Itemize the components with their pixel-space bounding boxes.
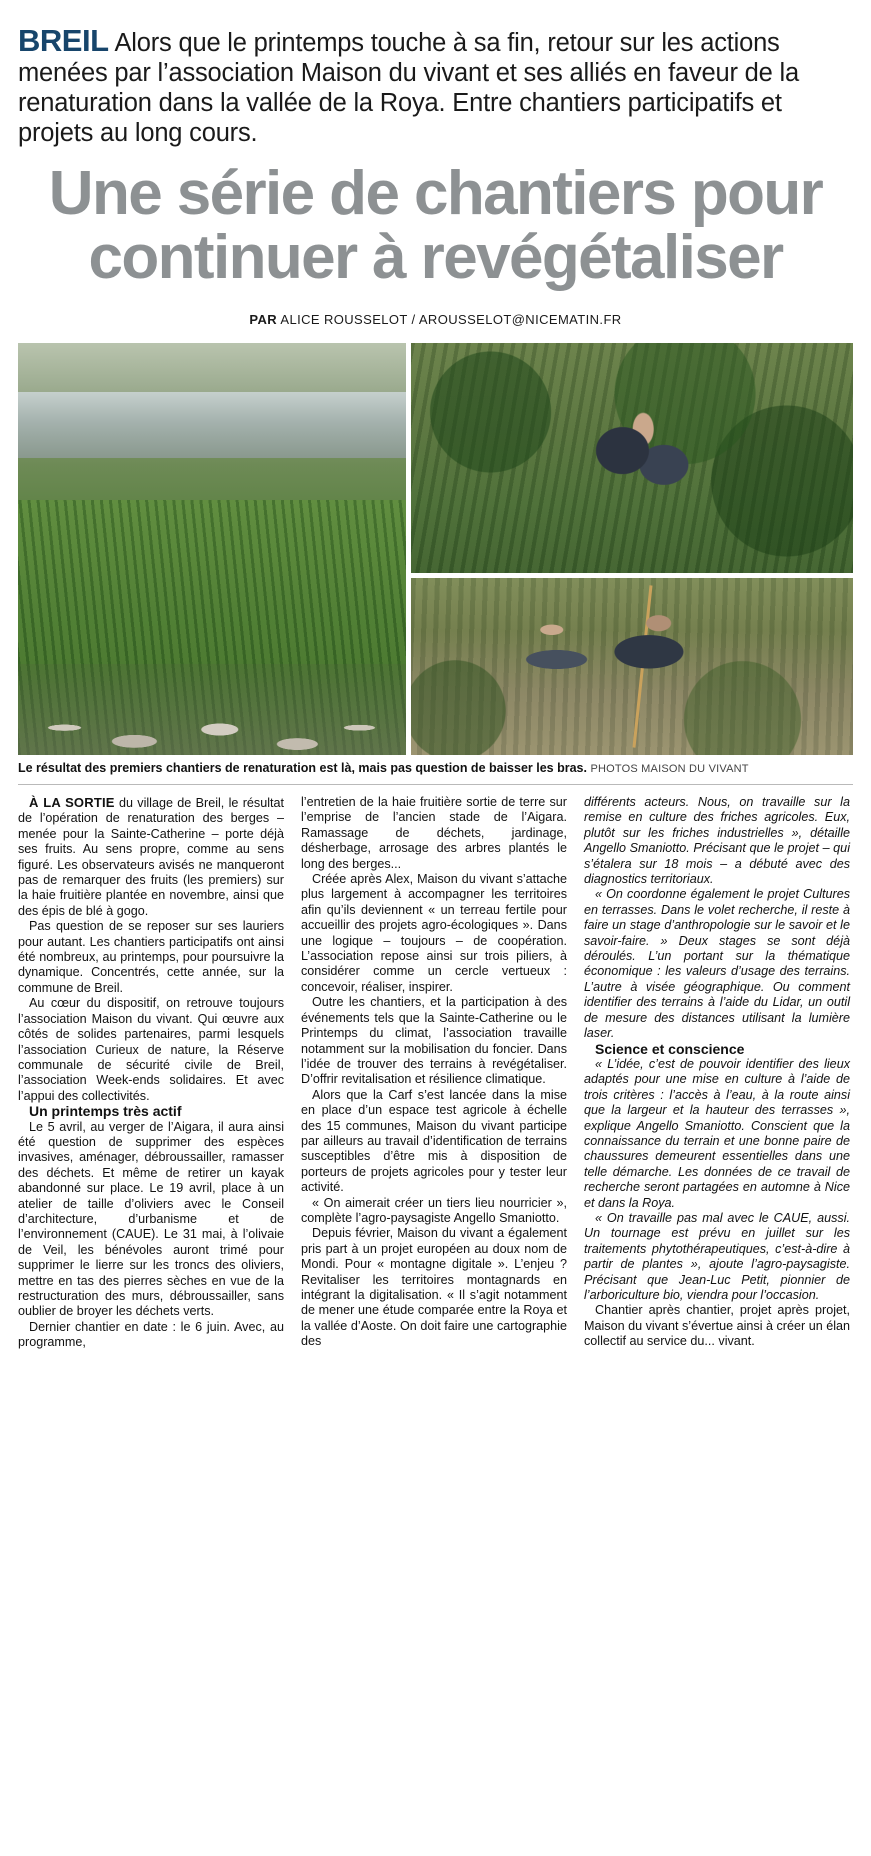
paragraph: Outre les chantiers, et la participation à des événements tels que la Sainte-Catherine ou le Printemps du climat, l’association travaille notamment sur la mobilisation du foncier. Dans l’idée de trouver des terrains à revégétaliser. D’offrir revitalisation et résilience climatique.	[301, 995, 567, 1087]
paragraph: « On coordonne également le projet Cultures en terrasses. Dans le volet recherche, il reste à faire un stage d’anthropologie sur le savoir et le savoir-faire. » Deux stages se sont déjà déroulés. L’un portant sur la thématique économique : les valeurs d’usage des terrains. L’autre à visée géographique. Ou comment identifier des terrains à l’aide du Lidar, un outil de mesure des distances utilisant la lumière laser.	[584, 887, 850, 1041]
photo-layer-people	[588, 403, 703, 523]
newspaper-article-page	[0, 23, 871, 1856]
page-title	[14, 159, 857, 292]
paragraph: « On travaille pas mal avec le CAUE, aussi. Un tournage est prévu en juillet sur les traitements phytothérapeutiques, c’est-à-dire à partir de plantes », ajoute l’agro-paysagiste. Précisant que Jean-Luc Petit, pionnier de l’arboriculture bio, viendra pour l’occasion.	[584, 1210, 850, 1302]
paragraph: Au cœur du dispositif, on retrouve toujours l’association Maison du vivant. Qui œuvre aux côtés de solides partenaires, parmi lesquels l’association Curieux de nature, la Réserve communale de sécurité civile de Breil, l’association Week-ends solidaires. Et avec l’appui des collectivités.	[18, 996, 284, 1103]
paragraph-text: du village de Breil, le résultat de l’opération de renaturation des berges – menée pour la Sainte-Catherine – porte déjà ses fruits. Au sens propre, comme au sens figuré. Les observateurs avisés ne manqueront pas de remarquer des fruits (les premiers) sur la haie fruitière plantée en novembre, ainsi que des épis de blé à gogo.	[18, 796, 284, 918]
paragraph: Depuis février, Maison du vivant a également pris part à un projet européen au doux nom de Mondi. Pour « montagne digitale ». L’enjeu ? Revitaliser les territoires montagnards en intégrant la digitalisation. « Il s’agit notamment de mener une étude comparée entre la Roya et la vallée d’Aoste. On doit faire une cartographie des	[301, 1226, 567, 1349]
article-body	[18, 795, 853, 1351]
lead-in-label: À LA SORTIE	[29, 795, 115, 810]
section-subhead: Un printemps très actif	[29, 1103, 182, 1120]
byline-author: ALICE ROUSSELOT / AROUSSELOT@NICEMATIN.FR	[280, 312, 622, 327]
photo-caption	[18, 761, 853, 777]
kicker-location: BREIL	[18, 23, 109, 58]
paragraph: Chantier après chantier, projet après projet, Maison du vivant s’évertue ainsi à créer un élan collectif au service du... vivant.	[584, 1303, 851, 1349]
byline-label: PAR	[249, 312, 278, 327]
byline	[0, 312, 871, 327]
photo-layer-river	[18, 392, 406, 458]
photo-volunteers-planting	[411, 578, 853, 755]
standfirst-text: Alors que le printemps touche à sa fin, retour sur les actions menées par l’association Maison du vivant et ses alliés en faveur de la renaturation dans la vallée de la Roya. Entre chantiers participatifs et projets au long cours.	[18, 29, 799, 147]
photo-layer-stones	[18, 664, 406, 755]
standfirst	[18, 23, 853, 148]
paragraph	[18, 795, 284, 919]
photo-volunteers-hillside	[411, 343, 853, 573]
paragraph: différents acteurs. Nous, on travaille sur la remise en culture des friches agricoles. Eux, plutôt sur les friches industrielles », détaille Angello Smaniotto. Précisant que le projet – qui s’étalera sur 18 mois – a débuté avec des diagnostics territoriaux.	[584, 795, 850, 887]
article-column-3	[584, 795, 850, 1351]
headline-line-1: Une série de chantiers pour	[48, 159, 823, 228]
article-column-1	[18, 795, 284, 1351]
section-subhead: Science et conscience	[595, 1040, 745, 1057]
paragraph: Le 5 avril, au verger de l’Aigara, il aura ainsi été question de supprimer des espèces invasives, aménager, débroussailler, ramasser des déchets. Et même de retirer un kayak abandonné sur place. Le 19 avril, place à un atelier de taille d’oliviers avec le Conseil d’architecture, d’urbanisme et de l’environnement (CAUE). Le 31 mai, à l’olivaie de Veil, les bénévoles auront trimé pour supprimer le lierre sur les troncs des oliviers, mettre en tas des pierres sèches en vue de la restructuration des murs, débroussailler, sans oublier de broyer les déchets verts.	[18, 1119, 284, 1319]
photo-layer-people	[508, 610, 751, 720]
paragraph: « On aimerait créer un tiers lieu nourricier », complète l’agro-paysagiste Angello Smaniotto.	[301, 1195, 567, 1225]
paragraph: l’entretien de la haie fruitière sortie de terre sur l’emprise de l’ancien stade de l’Aigara. Ramassage de déchets, jardinage, désherbage, arrosage des arbres plantés le long des berges...	[301, 795, 567, 871]
photo-riverbank-vegetation	[18, 343, 406, 755]
paragraph: Dernier chantier en date : le 6 juin. Avec, au programme,	[18, 1319, 284, 1350]
article-column-2	[301, 795, 567, 1351]
caption-divider	[18, 784, 853, 785]
paragraph: Créée après Alex, Maison du vivant s’attache plus largement à accompagner les territoires afin qu’ils deviennent « un terreau fertile pour accueillir des projets agro-écologiques ». Dans une logique – toujours – de coopération. L’association repose ainsi sur trois piliers, à considérer comme un cercle vertueux : concevoir, réaliser, inspirer.	[301, 872, 567, 994]
paragraph: Alors que la Carf s’est lancée dans la mise en place d’un espace test agricole à échelle des 15 communes, Maison du vivant participe par ailleurs au travail d’identification de terrains susceptibles d’être mis à disposition de porteurs de projets agricoles pour y tester leur activité.	[301, 1087, 567, 1195]
paragraph: « L’idée, c’est de pouvoir identifier des lieux adaptés pour une mise en culture à l’aide de trois critères : l’accès à l’eau, à la route ainsi que la largeur et la hauteur des terrasses », explique Angello Smaniotto. Conscient que la connaissance du terrain et une bonne paire de chaussures demeurent essentielles dans une telle démarche. Les données de ce travail de recherche seront partagées en automne à Nice et dans la Roya.	[584, 1056, 850, 1210]
photo-group	[18, 343, 853, 755]
paragraph: Pas question de se reposer sur ses lauriers pour autant. Les chantiers participatifs ont ainsi été nombreux, au printemps, pour poursuivre la dynamique. Concentrés, cette année, sur la commune de Breil.	[18, 919, 284, 995]
photo-right-column	[411, 343, 853, 755]
headline-line-2: continuer à revégétaliser	[88, 223, 783, 292]
caption-credit: PHOTOS MAISON DU VIVANT	[590, 763, 749, 775]
caption-text: Le résultat des premiers chantiers de renaturation est là, mais pas question de baisser les bras.	[18, 761, 587, 775]
